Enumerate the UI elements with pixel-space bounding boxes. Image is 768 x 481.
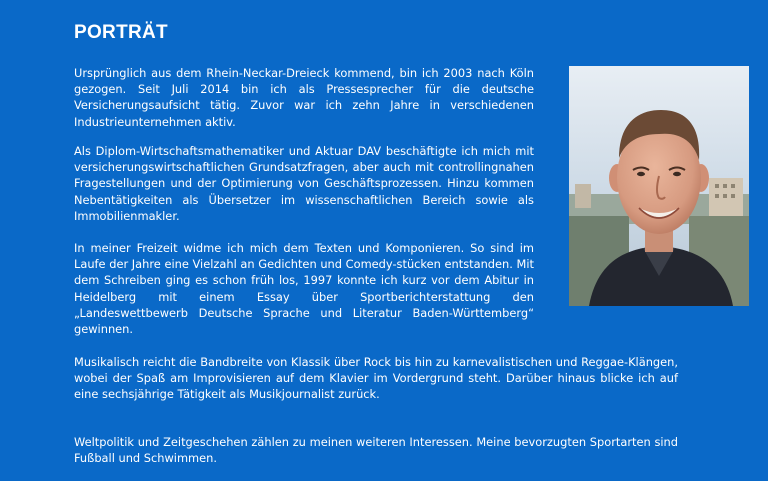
paragraph-career: Als Diplom-Wirtschaftsmathematiker und Aktuar DAV beschäftigte ich mich mit versicherungswirtschaftlichen Grundsatzfragen, aber auch mit controllingnahen Fragestellungen und der Optimierung von Geschäftsprozessen. Hinzu kommen Nebentätigkeiten als Übersetzer im wissenschaftlichen Bereich sowie als Immobilienmakler. (74, 144, 534, 223)
paragraph-origin: Ursprünglich aus dem Rhein-Neckar-Dreieck kommend, bin ich 2003 nach Köln gezogen. Seit Juli 2014 bin ich als Pressesprecher für die deutsche Versicherungsaufsicht tätig. Zuvor war ich zehn Jahre in verschiedenen Industrieunternehmen aktiv. (74, 66, 534, 129)
page-title: PORTRÄT (74, 22, 168, 43)
paragraph-interests: Weltpolitik und Zeitgeschehen zählen zu meinen weiteren Interessen. Meine bevorzugten Sportarten sind Fußball und Schwimmen. (74, 435, 678, 466)
paragraph-music: Musikalisch reicht die Bandbreite von Klassik über Rock bis hin zu karnevalistischen und Reggae-Klängen, wobei der Spaß am Improvisieren auf dem Klavier im Vordergrund steht. Darüber hinaus blicke ich auf eine sechsjährige Tätigkeit als Musikjournalist zurück. (74, 355, 678, 402)
portrait-photo (569, 66, 749, 306)
paragraph-hobbies: In meiner Freizeit widme ich mich dem Texten und Komponieren. So sind im Laufe der Jahre eine Vielzahl an Gedichten und Comedy-stücken entstanden. Mit dem Schreiben ging es schon früh los, 1997 konnte ich kurz vor dem Abitur in Heidelberg mit einem Essay über Sportberichterstattung den „Landeswettbewerb Deutsche Sprache und Literatur Baden-Württemberg“ gewinnen. (74, 241, 534, 337)
